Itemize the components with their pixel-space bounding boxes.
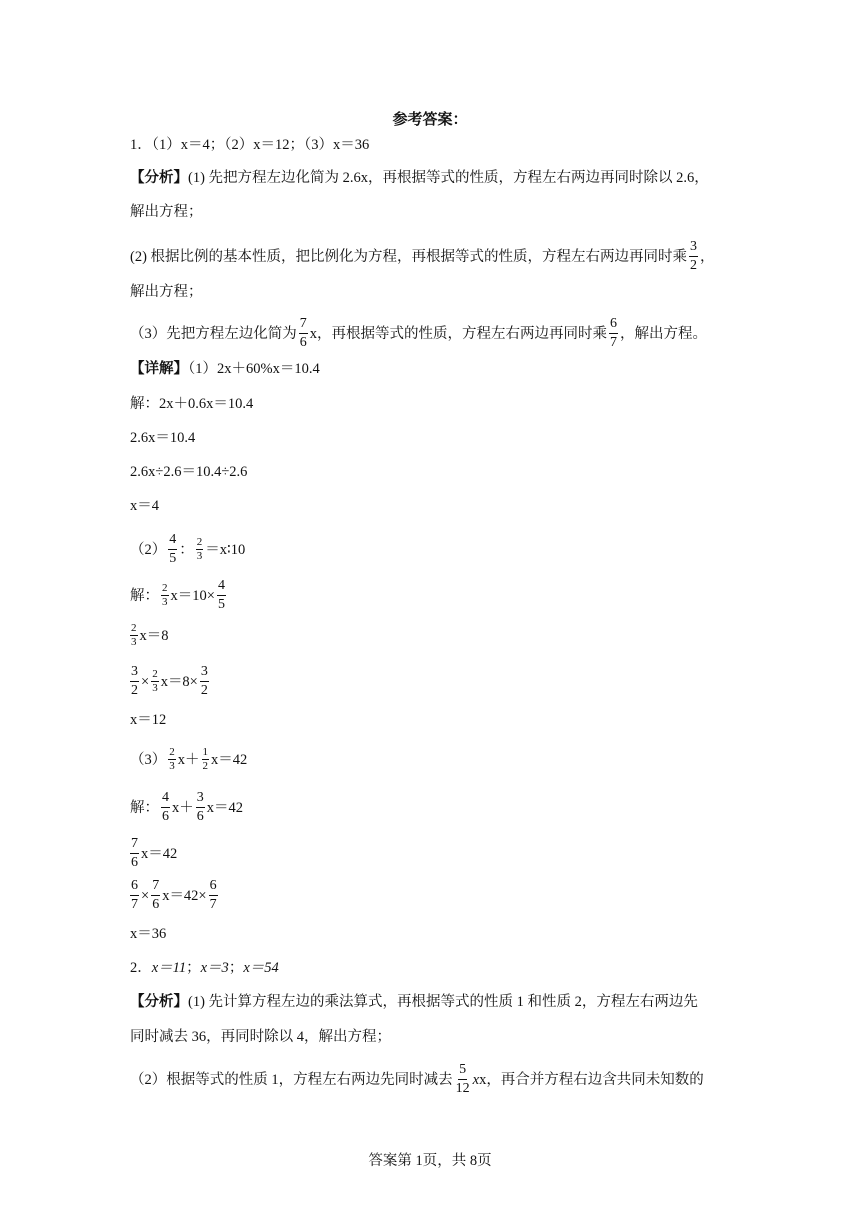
- fraction: [455, 1063, 471, 1096]
- page-title: 参考答案：: [392, 112, 468, 128]
- q1-answer: 1．（1）x＝4；（2）x＝12；（3）x＝36: [130, 137, 370, 153]
- q2-analysis-2: [130, 1064, 704, 1097]
- denominator: 2: [200, 683, 208, 698]
- q1-d1-s3: 2.6x÷2.6＝10.4÷2.6: [130, 464, 248, 480]
- fraction: [168, 533, 177, 566]
- numerator: 4: [217, 579, 226, 596]
- q1-d2-s3: [130, 666, 211, 699]
- q1-d2-s1: [130, 580, 228, 613]
- equation: x＝42: [141, 845, 178, 862]
- numerator: 6: [609, 317, 618, 334]
- fraction: [202, 747, 210, 772]
- denominator: 6: [196, 809, 204, 824]
- q1-d2-eq: [130, 534, 245, 567]
- jie: 解：: [130, 587, 159, 604]
- denominator: 2: [131, 683, 138, 698]
- equation: x＝10×: [170, 587, 215, 604]
- numerator: 6: [130, 879, 139, 896]
- fraction: [161, 791, 170, 824]
- numerator: 2: [196, 536, 203, 548]
- q1-analysis-1a: [130, 168, 709, 188]
- fraction: [609, 317, 618, 350]
- fraction: [130, 879, 139, 912]
- times: ×: [141, 887, 150, 904]
- denominator: 3: [169, 760, 175, 772]
- equation: x＋: [177, 751, 200, 768]
- numerator: 4: [161, 791, 170, 808]
- analysis-text: x，再合并方程右边含共同未知数的: [479, 1071, 704, 1088]
- q1-d1-s4: x＝4: [130, 498, 159, 514]
- denominator: 7: [610, 335, 617, 350]
- number: 2．: [130, 960, 152, 976]
- page-footer: 答案第 1页，共 8页: [368, 1153, 492, 1169]
- fraction: [299, 317, 308, 350]
- denominator: 12: [455, 1081, 470, 1096]
- numerator: 7: [130, 837, 139, 854]
- fraction: [161, 583, 169, 608]
- numerator: 3: [689, 240, 698, 257]
- numerator: 2: [169, 746, 175, 758]
- label: （3）: [130, 751, 167, 768]
- fraction: [196, 791, 205, 824]
- q1-analysis-3: [130, 318, 707, 351]
- fraction: [151, 879, 160, 912]
- numerator: 3: [196, 791, 205, 808]
- equation: x＝42: [211, 751, 248, 768]
- analysis-text: （3）先把方程左边化简为: [130, 325, 297, 342]
- analysis-text: (2) 根据比例的基本性质，把比例化为方程，再根据等式的性质，方程左右两边再同时乘: [130, 248, 688, 265]
- denominator: 3: [131, 636, 137, 648]
- fraction: [217, 579, 226, 612]
- colon: ：: [179, 541, 194, 558]
- denominator: 5: [217, 597, 225, 612]
- q1-analysis-2b: 解出方程；: [130, 284, 203, 300]
- denominator: 6: [152, 897, 160, 912]
- q1-d1-s2: 2.6x＝10.4: [130, 430, 196, 446]
- analysis-text: (1) 先把方程左边化简为 2.6x，再根据等式的性质，方程左右两边再同时除以 2.6，: [188, 170, 709, 186]
- fraction: [151, 669, 159, 694]
- numerator: 3: [200, 665, 209, 682]
- fraction: [130, 665, 139, 698]
- detail-tag: 【详解】: [130, 361, 188, 377]
- denominator: 2: [690, 258, 698, 273]
- numerator: 6: [209, 879, 218, 896]
- q1-d3-s1: [130, 792, 243, 825]
- denominator: 3: [162, 596, 168, 608]
- analysis-text: ，解出方程。: [620, 325, 707, 342]
- punct: ，: [700, 248, 715, 265]
- fraction: [196, 537, 204, 562]
- analysis-text: x，再根据等式的性质，方程左右两边再同时乘: [309, 325, 607, 342]
- denominator: 2: [202, 760, 208, 772]
- equation: x＝42×: [162, 887, 207, 904]
- analysis-text: (1) 先计算方程左边的乘法算式，再根据等式的性质 1 和性质 2，方程左右两边先: [188, 994, 698, 1010]
- jie: 解：: [130, 799, 159, 816]
- variable: x: [472, 1071, 480, 1088]
- denominator: 6: [299, 335, 307, 350]
- q1-d2-s2: [130, 624, 169, 649]
- q1-d3-s2: [130, 838, 177, 871]
- numerator: 5: [458, 1063, 467, 1080]
- denominator: 6: [162, 809, 169, 824]
- q1-d3-s3: [130, 880, 220, 913]
- numerator: 2: [131, 622, 137, 634]
- fraction: [200, 665, 209, 698]
- answer: x＝3: [200, 960, 229, 976]
- q2-analysis-1b: 同时减去 36，再同时除以 4，解出方程；: [130, 1029, 391, 1045]
- numerator: 4: [168, 533, 177, 550]
- answer: x＝11: [151, 960, 187, 976]
- label: （2）: [130, 541, 167, 558]
- numerator: 7: [299, 317, 308, 334]
- equation: x＝42: [206, 799, 243, 816]
- equation: （1）2x＋60%x＝10.4: [188, 361, 320, 377]
- fraction: [130, 837, 139, 870]
- denominator: 3: [152, 682, 158, 694]
- denominator: 3: [196, 550, 203, 562]
- numerator: 3: [130, 665, 139, 682]
- numerator: 2: [152, 668, 158, 680]
- sep: ；: [228, 960, 244, 976]
- denominator: 5: [169, 551, 177, 566]
- analysis-tag: 【分析】: [130, 994, 188, 1010]
- times: ×: [141, 673, 150, 690]
- numerator: 7: [151, 879, 160, 896]
- fraction: [209, 879, 218, 912]
- equation: x＝8: [139, 627, 169, 644]
- q1-d3-eq: [130, 748, 247, 773]
- q1-d2-result: x＝12: [130, 712, 167, 728]
- numerator: 1: [202, 746, 208, 758]
- equation-rest: ＝x∶10: [205, 541, 246, 558]
- fraction: [168, 747, 176, 772]
- q1-detail-1: [130, 359, 320, 379]
- equation: x＝8×: [160, 673, 198, 690]
- q1-analysis-1b: 解出方程；: [130, 204, 203, 220]
- analysis-text: （2）根据等式的性质 1，方程左右两边先同时减去: [130, 1071, 453, 1088]
- answer: x＝54: [243, 960, 279, 976]
- equation: x＋: [172, 799, 194, 816]
- fraction: [689, 240, 698, 273]
- q1-d1-s1: 解：2x＋0.6x＝10.4: [130, 396, 254, 412]
- denominator: 7: [131, 897, 138, 912]
- q1-d3-result: x＝36: [130, 926, 167, 942]
- q2-analysis-1a: [130, 992, 698, 1012]
- fraction: [130, 623, 138, 648]
- numerator: 2: [162, 582, 168, 594]
- denominator: 6: [131, 855, 138, 870]
- denominator: 7: [209, 897, 217, 912]
- q1-analysis-2a: [130, 241, 715, 274]
- q2-answer: [130, 958, 279, 978]
- sep: ；: [186, 960, 201, 976]
- analysis-tag: 【分析】: [130, 170, 188, 186]
